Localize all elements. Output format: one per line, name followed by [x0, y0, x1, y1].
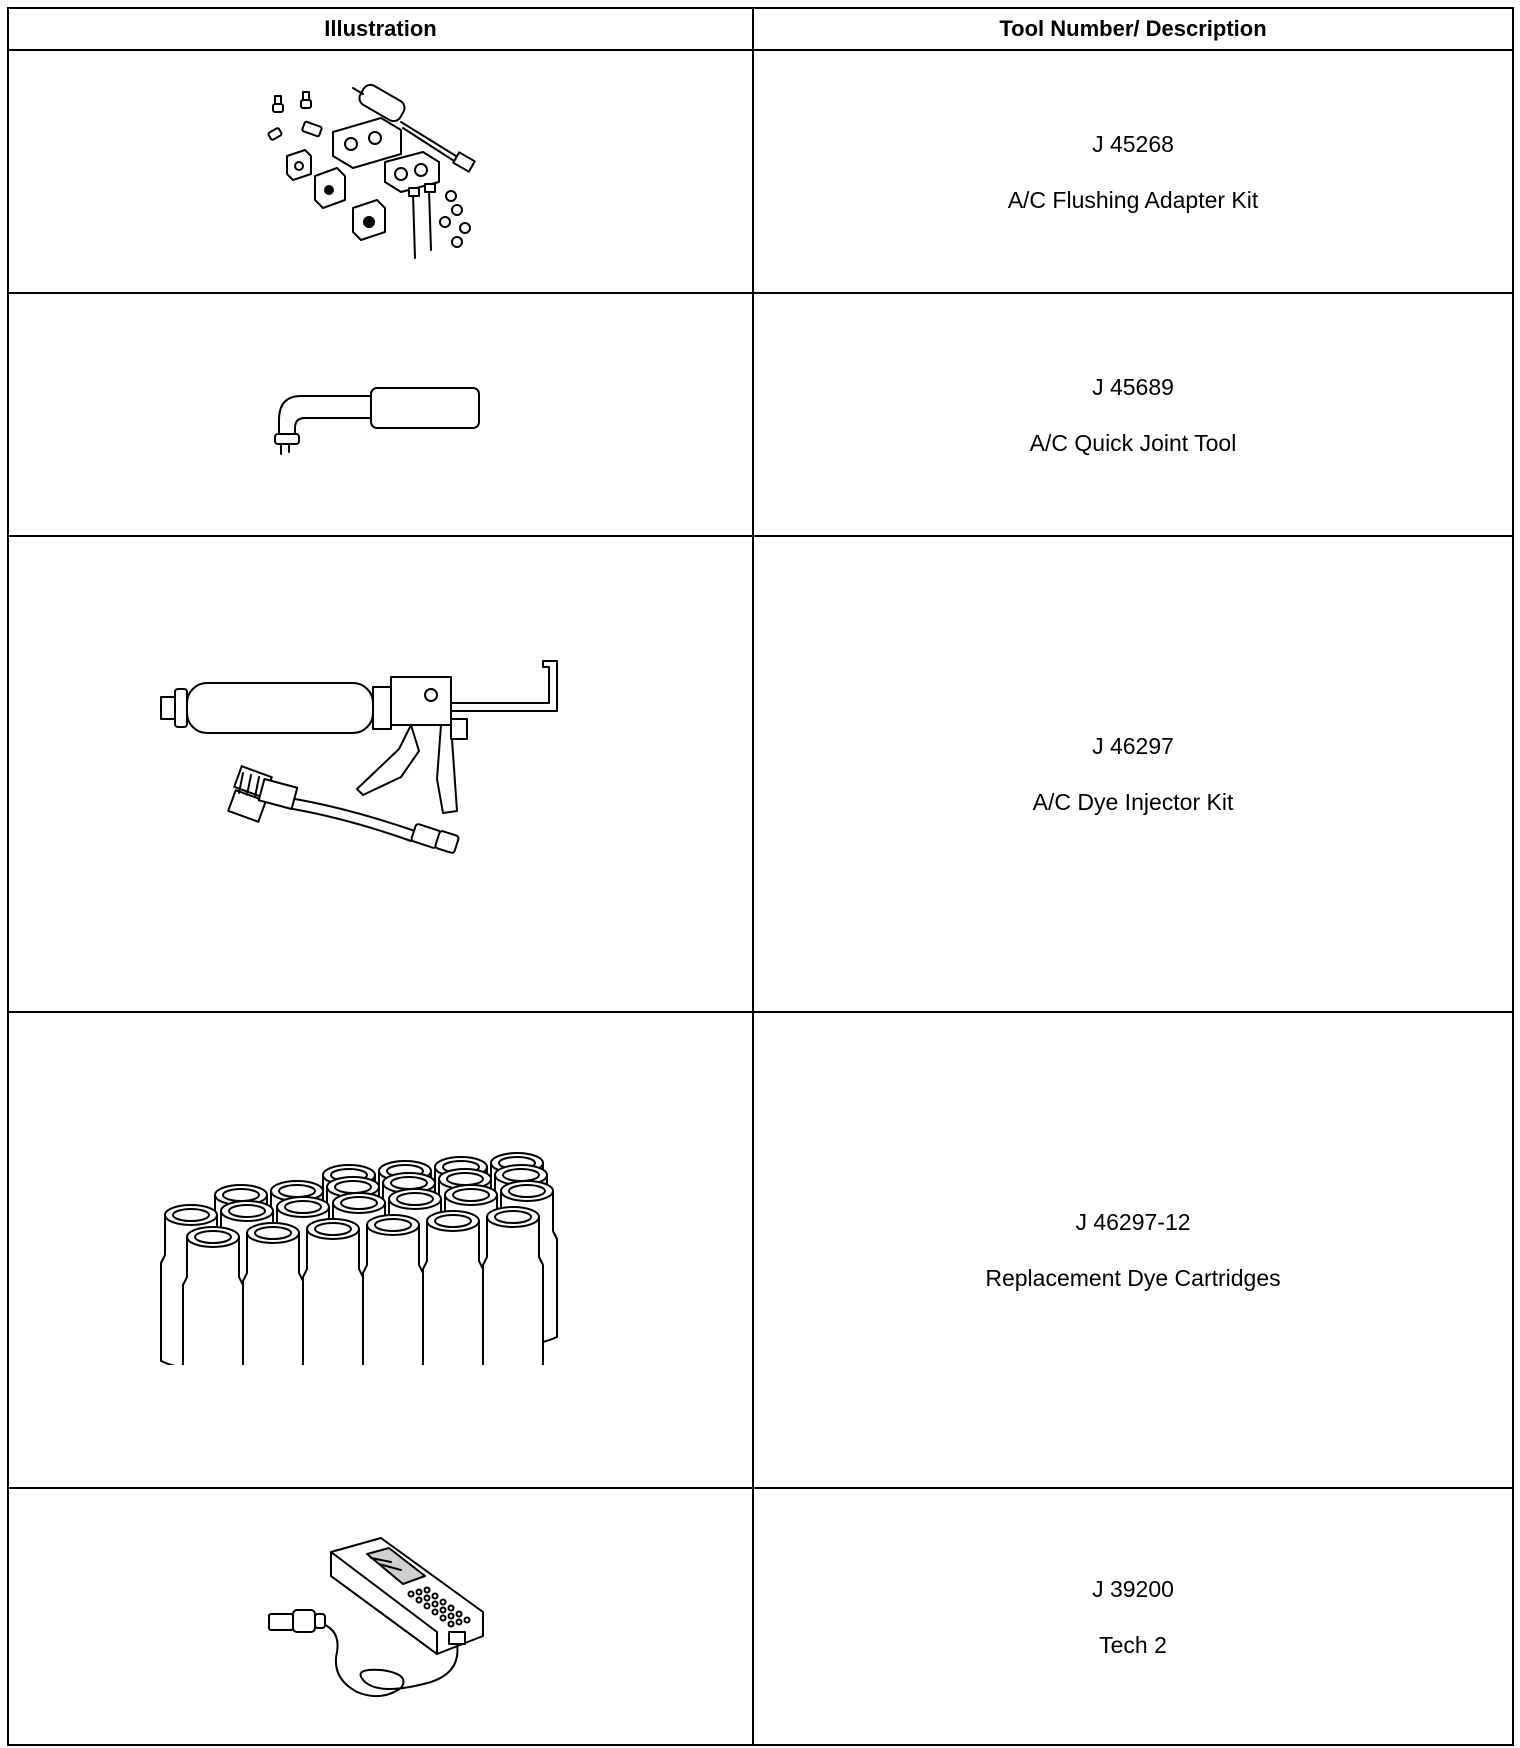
tool-number: J 45689 — [1092, 373, 1174, 400]
dye-cartridge — [303, 1219, 363, 1365]
tool-number: J 46297-12 — [1075, 1209, 1191, 1235]
tool-description-cell — [753, 50, 1513, 293]
table-row — [8, 50, 1513, 293]
tool-description: A/C Quick Joint Tool — [1029, 429, 1237, 456]
illustration-cell — [8, 1012, 753, 1488]
dye-injector-kit-icon — [151, 659, 611, 889]
tool-description: Replacement Dye Cartridges — [985, 1265, 1281, 1291]
tech2-scan-tool-icon — [261, 1532, 501, 1702]
table-header-row — [8, 8, 1513, 50]
tool-description: Tech 2 — [1099, 1631, 1167, 1658]
illustration-cell — [8, 293, 753, 536]
dye-cartridge — [243, 1223, 303, 1365]
header-tool-number-description: Tool Number/ Description — [753, 8, 1513, 50]
tool-number: J 39200 — [1092, 1575, 1174, 1602]
dye-cartridge — [483, 1207, 543, 1365]
table-row — [8, 1012, 1513, 1488]
tool-description-cell — [753, 1488, 1513, 1745]
special-tools-table — [7, 7, 1514, 1746]
tool-description: A/C Flushing Adapter Kit — [1007, 186, 1259, 213]
header-illustration: Illustration — [8, 8, 753, 50]
table-row — [8, 536, 1513, 1012]
dye-cartridges-icon — [151, 1135, 611, 1365]
tool-description-cell — [753, 1012, 1513, 1488]
dye-cartridge — [183, 1227, 243, 1365]
table-row — [8, 1488, 1513, 1745]
tool-description: A/C Dye Injector Kit — [1032, 789, 1234, 815]
dye-cartridge — [363, 1215, 423, 1365]
tool-description-cell — [753, 536, 1513, 1012]
illustration-cell — [8, 536, 753, 1012]
quick-joint-tool-icon — [261, 370, 501, 460]
tool-description-cell — [753, 293, 1513, 536]
tool-number: J 46297 — [1092, 733, 1174, 759]
flushing-adapter-kit-icon — [251, 82, 511, 262]
table-row — [8, 293, 1513, 536]
illustration-cell — [8, 1488, 753, 1745]
tool-number: J 45268 — [1092, 130, 1174, 157]
dye-cartridge — [423, 1211, 483, 1365]
illustration-cell — [8, 50, 753, 293]
